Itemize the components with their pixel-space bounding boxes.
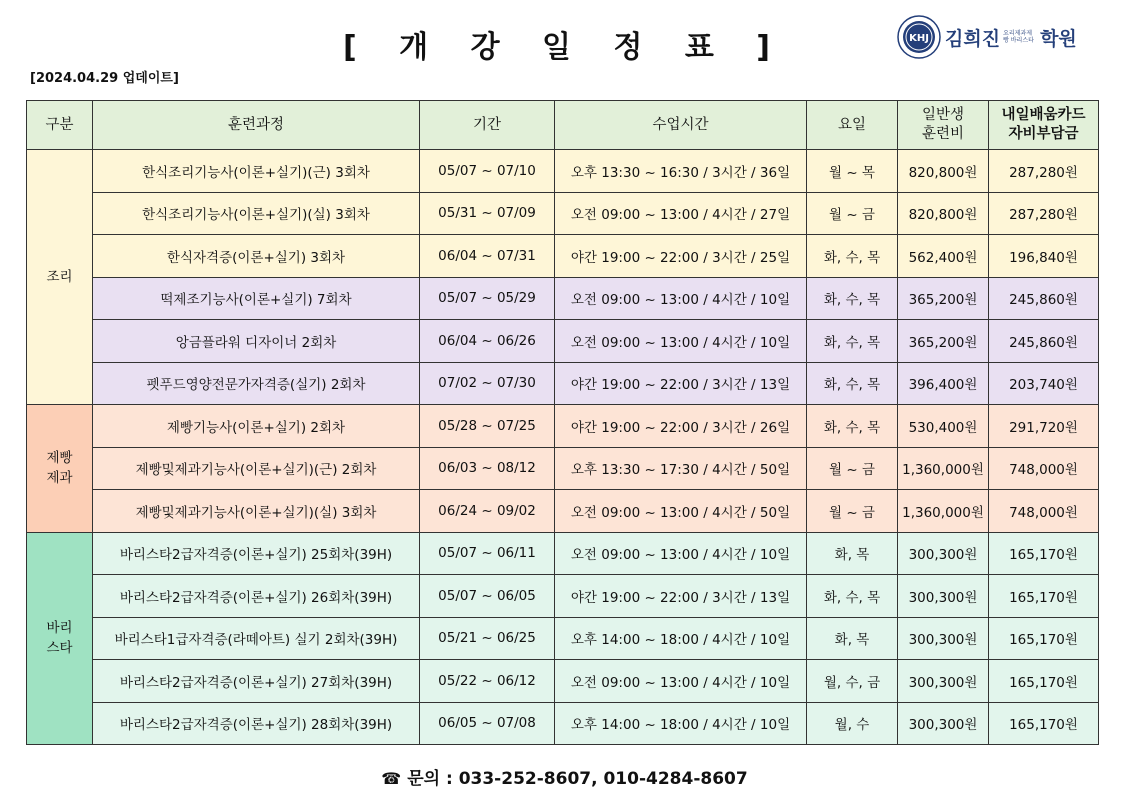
academy-subtitle: 요리제과제빵 바리스타 — [1003, 30, 1034, 44]
academy-name: 김희진 — [945, 27, 1001, 50]
course-period: 06/04 ~ 06/26 — [420, 320, 555, 363]
table-row — [27, 235, 1099, 278]
table-row — [27, 405, 1099, 448]
category-cooking: 조리 — [27, 150, 93, 405]
category-baking — [27, 405, 93, 533]
course-card-fee: 245,860원 — [989, 277, 1099, 320]
course-fee: 530,400원 — [898, 405, 989, 448]
emblem-text: KHJ — [909, 33, 929, 44]
table-row — [27, 490, 1099, 533]
course-period: 06/03 ~ 08/12 — [420, 447, 555, 490]
course-name: 바리스타2급자격증(이론+실기) 26회차(39H) — [93, 575, 420, 618]
course-time: 야간 19:00 ~ 22:00 / 3시간 / 13일 — [555, 575, 807, 618]
course-days: 월 ~ 금 — [807, 447, 898, 490]
course-days: 화, 수, 목 — [807, 405, 898, 448]
contact-info — [0, 764, 1129, 789]
course-period: 06/05 ~ 07/08 — [420, 702, 555, 745]
course-time: 야간 19:00 ~ 22:00 / 3시간 / 26일 — [555, 405, 807, 448]
course-card-fee: 287,280원 — [989, 150, 1099, 193]
category-barista — [27, 532, 93, 745]
table-row — [27, 532, 1099, 575]
table-row — [27, 277, 1099, 320]
phone-icon: ☎ — [381, 769, 402, 788]
course-time: 야간 19:00 ~ 22:00 / 3시간 / 25일 — [555, 235, 807, 278]
course-name: 한식조리기능사(이론+실기)(근) 3회차 — [93, 150, 420, 193]
course-period: 05/07 ~ 06/11 — [420, 532, 555, 575]
course-days: 월 ~ 목 — [807, 150, 898, 193]
header-category: 구분 — [27, 101, 93, 150]
course-name: 제빵기능사(이론+실기) 2회차 — [93, 405, 420, 448]
course-days: 화, 수, 목 — [807, 575, 898, 618]
course-fee: 365,200원 — [898, 320, 989, 363]
course-name: 떡제조기능사(이론+실기) 7회차 — [93, 277, 420, 320]
table-row — [27, 702, 1099, 745]
table-row — [27, 320, 1099, 363]
course-time: 오후 14:00 ~ 18:00 / 4시간 / 10일 — [555, 702, 807, 745]
course-name: 펫푸드영양전문가자격증(실기) 2회차 — [93, 362, 420, 405]
course-time: 오전 09:00 ~ 13:00 / 4시간 / 10일 — [555, 277, 807, 320]
course-name: 바리스타2급자격증(이론+실기) 28회차(39H) — [93, 702, 420, 745]
course-card-fee: 287,280원 — [989, 192, 1099, 235]
header-fee — [898, 101, 989, 150]
course-time: 오전 09:00 ~ 13:00 / 4시간 / 10일 — [555, 660, 807, 703]
table-row — [27, 150, 1099, 193]
course-period: 05/28 ~ 07/25 — [420, 405, 555, 448]
course-days: 월 ~ 금 — [807, 192, 898, 235]
course-card-fee: 748,000원 — [989, 447, 1099, 490]
course-time: 야간 19:00 ~ 22:00 / 3시간 / 13일 — [555, 362, 807, 405]
course-days: 화, 목 — [807, 532, 898, 575]
course-name: 한식조리기능사(이론+실기)(실) 3회차 — [93, 192, 420, 235]
course-name: 바리스타2급자격증(이론+실기) 25회차(39H) — [93, 532, 420, 575]
category-baking-line1: 제빵 — [46, 450, 73, 467]
header-card-line2: 자비부담금 — [1008, 126, 1079, 142]
course-days: 화, 목 — [807, 617, 898, 660]
header-time: 수업시간 — [555, 101, 807, 150]
course-fee: 1,360,000원 — [898, 490, 989, 533]
course-card-fee: 291,720원 — [989, 405, 1099, 448]
course-days: 화, 수, 목 — [807, 362, 898, 405]
course-card-fee: 165,170원 — [989, 660, 1099, 703]
contact-text: 문의 : 033-252-8607, 010-4284-8607 — [407, 769, 748, 789]
academy-word: 학원 — [1040, 27, 1077, 50]
header-fee-line2: 훈련비 — [921, 126, 965, 142]
category-barista-line2: 스타 — [46, 640, 73, 657]
course-fee: 562,400원 — [898, 235, 989, 278]
course-name: 앙금플라워 디자이너 2회차 — [93, 320, 420, 363]
schedule-table — [26, 100, 1099, 745]
course-fee: 300,300원 — [898, 575, 989, 618]
course-days: 화, 수, 목 — [807, 277, 898, 320]
table-header-row — [27, 101, 1099, 150]
academy-logo — [897, 12, 1097, 62]
category-barista-line1: 바리 — [46, 620, 73, 637]
course-days: 화, 수, 목 — [807, 320, 898, 363]
course-time: 오후 13:30 ~ 16:30 / 3시간 / 36일 — [555, 150, 807, 193]
table-row — [27, 447, 1099, 490]
table-row — [27, 362, 1099, 405]
course-fee: 820,800원 — [898, 192, 989, 235]
page-title: [ 개 강 일 정 표 ] — [343, 30, 786, 65]
header-fee-line1: 일반생 — [921, 107, 965, 123]
header-period: 기간 — [420, 101, 555, 150]
course-period: 05/21 ~ 06/25 — [420, 617, 555, 660]
course-name: 바리스타2급자격증(이론+실기) 27회차(39H) — [93, 660, 420, 703]
course-period: 06/24 ~ 09/02 — [420, 490, 555, 533]
course-period: 07/02 ~ 07/30 — [420, 362, 555, 405]
course-time: 오전 09:00 ~ 13:00 / 4시간 / 10일 — [555, 320, 807, 363]
course-fee: 300,300원 — [898, 660, 989, 703]
course-fee: 820,800원 — [898, 150, 989, 193]
course-time: 오전 09:00 ~ 13:00 / 4시간 / 10일 — [555, 532, 807, 575]
course-card-fee: 165,170원 — [989, 532, 1099, 575]
course-period: 05/07 ~ 05/29 — [420, 277, 555, 320]
course-days: 화, 수, 목 — [807, 235, 898, 278]
course-time: 오후 13:30 ~ 17:30 / 4시간 / 50일 — [555, 447, 807, 490]
course-name: 바리스타1급자격증(라떼아트) 실기 2회차(39H) — [93, 617, 420, 660]
course-period: 05/07 ~ 06/05 — [420, 575, 555, 618]
course-card-fee: 165,170원 — [989, 575, 1099, 618]
course-days: 월, 수, 금 — [807, 660, 898, 703]
course-fee: 300,300원 — [898, 702, 989, 745]
course-card-fee: 196,840원 — [989, 235, 1099, 278]
course-card-fee: 165,170원 — [989, 617, 1099, 660]
course-name: 제빵및제과기능사(이론+실기)(실) 3회차 — [93, 490, 420, 533]
course-card-fee: 203,740원 — [989, 362, 1099, 405]
course-period: 05/07 ~ 07/10 — [420, 150, 555, 193]
header-days: 요일 — [807, 101, 898, 150]
category-baking-line2: 제과 — [46, 470, 73, 487]
course-fee: 365,200원 — [898, 277, 989, 320]
course-days: 월 ~ 금 — [807, 490, 898, 533]
header-course: 훈련과정 — [93, 101, 420, 150]
course-card-fee: 245,860원 — [989, 320, 1099, 363]
course-period: 05/31 ~ 07/09 — [420, 192, 555, 235]
course-fee: 396,400원 — [898, 362, 989, 405]
course-fee: 300,300원 — [898, 532, 989, 575]
update-date: [2024.04.29 업데이트] — [30, 71, 179, 86]
table-row — [27, 575, 1099, 618]
course-name: 한식자격증(이론+실기) 3회차 — [93, 235, 420, 278]
header-card — [989, 101, 1099, 150]
academy-emblem-icon — [897, 15, 941, 59]
course-fee: 300,300원 — [898, 617, 989, 660]
course-time: 오전 09:00 ~ 13:00 / 4시간 / 50일 — [555, 490, 807, 533]
table-row — [27, 617, 1099, 660]
table-row — [27, 192, 1099, 235]
course-name: 제빵및제과기능사(이론+실기)(근) 2회차 — [93, 447, 420, 490]
course-period: 06/04 ~ 07/31 — [420, 235, 555, 278]
course-time: 오전 09:00 ~ 13:00 / 4시간 / 27일 — [555, 192, 807, 235]
course-time: 오후 14:00 ~ 18:00 / 4시간 / 10일 — [555, 617, 807, 660]
course-fee: 1,360,000원 — [898, 447, 989, 490]
course-card-fee: 748,000원 — [989, 490, 1099, 533]
header-card-line1: 내일배움카드 — [1001, 107, 1086, 123]
course-card-fee: 165,170원 — [989, 702, 1099, 745]
course-days: 월, 수 — [807, 702, 898, 745]
table-row — [27, 660, 1099, 703]
course-period: 05/22 ~ 06/12 — [420, 660, 555, 703]
